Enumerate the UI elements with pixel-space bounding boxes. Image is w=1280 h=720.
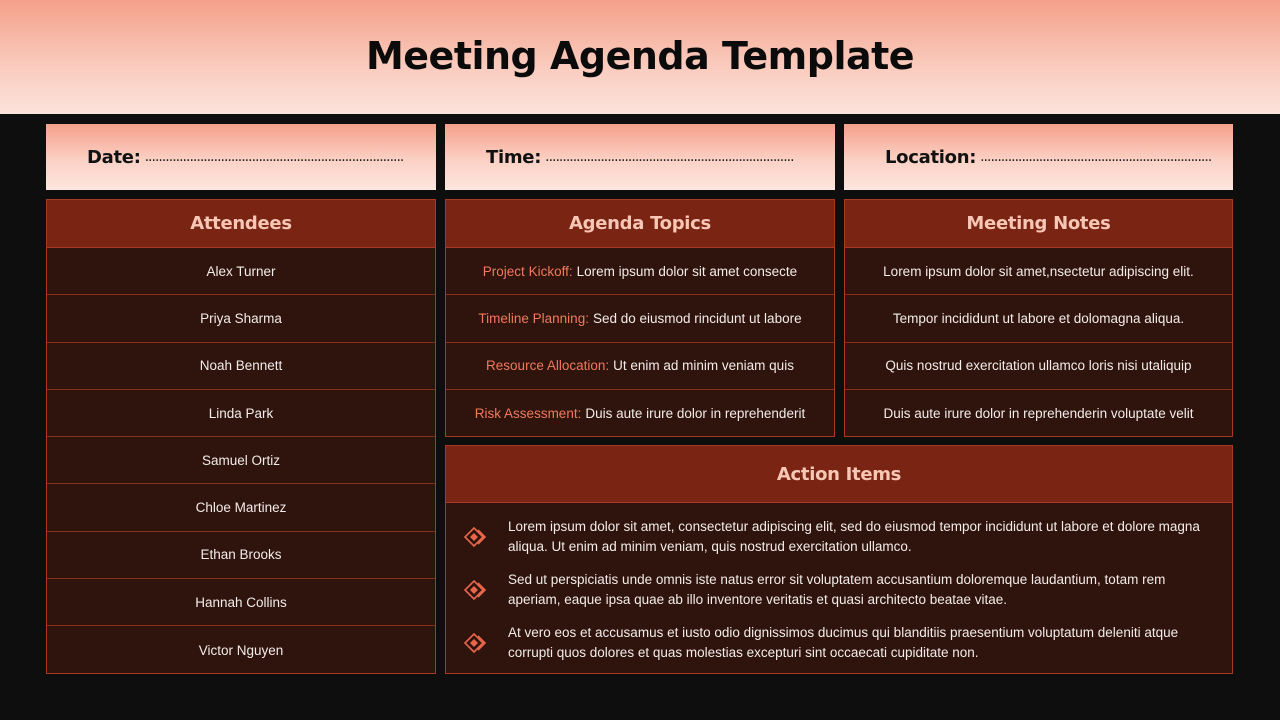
action-item <box>464 570 1214 610</box>
agenda-heading: Agenda Topics <box>446 200 834 248</box>
notes-panel <box>844 199 1233 437</box>
meeting-note: Duis aute irure dolor in reprehenderin voluptate velit <box>883 406 1194 422</box>
agenda-topic-label: Project Kickoff: <box>482 263 573 279</box>
diamond-arrow-icon <box>464 630 490 656</box>
diamond-arrow-icon <box>464 524 490 550</box>
attendee-name: Ethan Brooks <box>47 532 435 579</box>
title-banner <box>0 0 1280 114</box>
attendees-panel <box>46 199 436 674</box>
attendee-name: Alex Turner <box>47 248 435 295</box>
diamond-arrow-icon <box>464 577 490 603</box>
time-blank-line: ........................................................................ <box>545 149 794 165</box>
agenda-panel <box>445 199 835 437</box>
agenda-topic-row <box>446 295 834 342</box>
meeting-note: Quis nostrud exercitation ullamco loris nisi utaliquip <box>845 343 1232 390</box>
attendees-list <box>47 248 435 674</box>
meeting-note: Tempor incididunt ut labore et dolomagna aliqua. <box>845 295 1232 342</box>
agenda-topic-text: Duis aute irure dolor in reprehenderit <box>585 406 806 422</box>
notes-heading: Meeting Notes <box>845 200 1232 248</box>
agenda-topic-row <box>446 390 834 437</box>
attendee-name: Noah Bennett <box>47 343 435 390</box>
action-items-heading: Action Items <box>446 446 1232 503</box>
attendee-name: Samuel Ortiz <box>47 437 435 484</box>
attendee-name: Hannah Collins <box>47 579 435 626</box>
location-label: Location: <box>885 146 977 168</box>
action-item-text: Sed ut perspiciatis unde omnis iste natus error sit voluptatem accusantium doloremque laudantium, totam rem aperiam, eaque ipsa quae ab illo inventore veritatis et quasi architecto beatae vitae. <box>508 572 1166 607</box>
notes-list <box>845 248 1232 437</box>
agenda-topic-row <box>446 248 834 295</box>
action-item <box>464 623 1214 663</box>
agenda-topic-label: Resource Allocation: <box>486 358 610 374</box>
date-label: Date: <box>87 146 141 168</box>
page-title: Meeting Agenda Template <box>365 34 915 78</box>
agenda-topic-label: Risk Assessment: <box>474 406 582 422</box>
location-blank-line: ................................................................... <box>980 149 1212 165</box>
agenda-topic-text: Ut enim ad minim veniam quis <box>613 358 794 374</box>
attendee-name: Victor Nguyen <box>198 642 284 658</box>
time-field <box>445 124 835 190</box>
attendee-name: Priya Sharma <box>47 295 435 342</box>
action-item <box>464 517 1214 557</box>
action-item-text: Lorem ipsum dolor sit amet, consectetur adipiscing elit, sed do eiusmod tempor incididunt ut labore et dolore magna aliqua. Ut enim ad minim veniam, quis nostrud exercitation ullamco. <box>508 519 1200 554</box>
agenda-list <box>446 248 834 437</box>
attendee-name: Linda Park <box>47 390 435 437</box>
agenda-topic-row <box>446 343 834 390</box>
attendee-name: Chloe Martinez <box>47 484 435 531</box>
attendees-heading: Attendees <box>47 200 435 248</box>
action-items-panel <box>445 445 1233 674</box>
action-item-text: At vero eos et accusamus et iusto odio dignissimos ducimus qui blanditiis praesentium voluptatum deleniti atque corrupti quos dolores et quas molestias excepturi sint occaecati cupiditate non. <box>508 625 1179 660</box>
date-blank-line: ........................................................................... <box>144 149 404 165</box>
agenda-topic-text: Lorem ipsum dolor sit amet consecte <box>576 263 798 279</box>
location-field <box>844 124 1233 190</box>
agenda-topic-label: Timeline Planning: <box>478 310 589 326</box>
action-items-list <box>446 503 1232 663</box>
date-field <box>46 124 436 190</box>
time-label: Time: <box>486 146 542 168</box>
meeting-note: Lorem ipsum dolor sit amet,nsectetur adipiscing elit. <box>845 248 1232 295</box>
agenda-topic-text: Sed do eiusmod rincidunt ut labore <box>592 310 802 326</box>
